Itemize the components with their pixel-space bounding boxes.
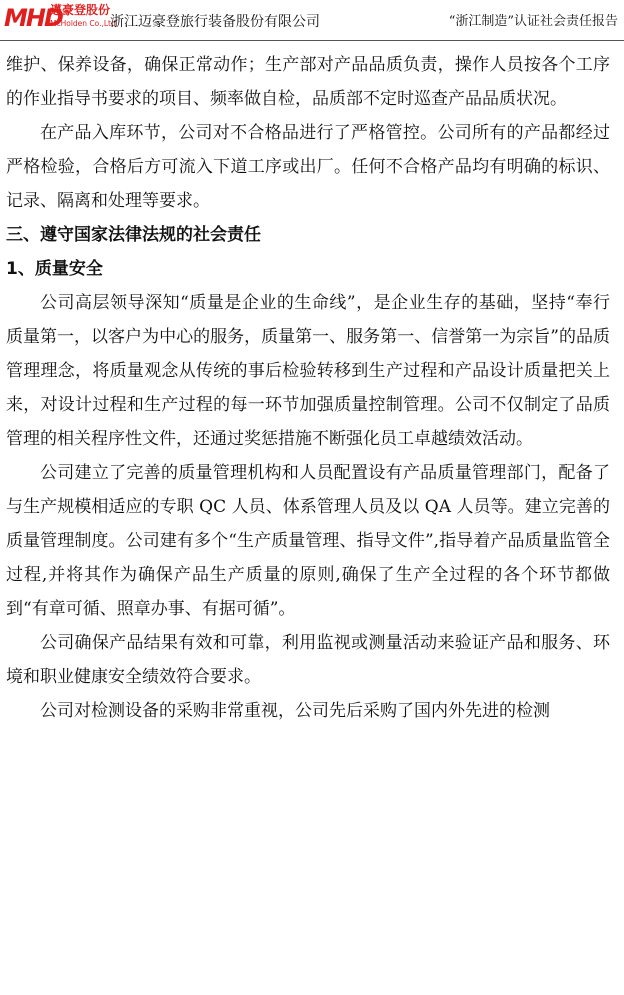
paragraph-3: 公司高层领导深知“质量是企业的生命线”，是企业生存的基础，坚持“奉行质量第一，以客户为中心的服务，质量第一、服务第一、信誉第一为宗旨”的品质管理理念，将质量观念从传统的事后检验转移到生产过程和产品设计质量把关上来，对设计过程和生产过程的每一环节加强质量控制管理。公司不仅制定了品质管理的相关程序性文件，还通过奖惩措施不断强化员工卓越绩效活动。 (6, 293, 610, 449)
company-logo (4, 3, 116, 33)
paragraph-2: 在产品入库环节，公司对不合格品进行了严格管控。公司所有的产品都经过严格检验，合格后方可流入下道工序或出厂。任何不合格产品均有明确的标识、记录、隔离和处理等要求。 (6, 123, 610, 211)
logo-chinese-name: 邁豪登股份 (50, 3, 111, 17)
subsection-heading: 1、质量安全 (6, 259, 103, 279)
logo-english-name: McHolden Co.,Ltd (50, 19, 116, 28)
document-body (6, 48, 610, 728)
logo-mark: MHD (4, 4, 62, 32)
page-header (0, 0, 624, 41)
paragraph-1: 维护、保养设备，确保正常动作；生产部对产品品质负责，操作人员按各个工序的作业指导书要求的项目、频率做自检，品质部不定时巡查产品品质状况。 (6, 55, 610, 109)
report-title: “浙江制造”认证社会责任报告 (448, 14, 618, 29)
paragraph-5: 公司确保产品结果有效和可靠，利用监视或测量活动来验证产品和服务、环境和职业健康安全绩效符合要求。 (6, 633, 610, 687)
paragraph-6: 公司对检测设备的采购非常重视，公司先后采购了国内外先进的检测 (40, 701, 550, 721)
company-name: 浙江迈豪登旅行装备股份有限公司 (110, 14, 320, 30)
section-heading: 三、遵守国家法律法规的社会责任 (6, 225, 261, 245)
paragraph-4: 公司建立了完善的质量管理机构和人员配置设有产品质量管理部门，配备了与生产规模相适应的专职 QC 人员、体系管理人员及以 QA 人员等。建立完善的质量管理制度。公司建有多个“生产质量管理、指导文件”,指导着产品质量监管全过程,并将其作为确保产品生产质量的原则,确保了生产全过程的各个环节都做到“有章可循、照章办事、有据可循”。 (6, 463, 610, 619)
